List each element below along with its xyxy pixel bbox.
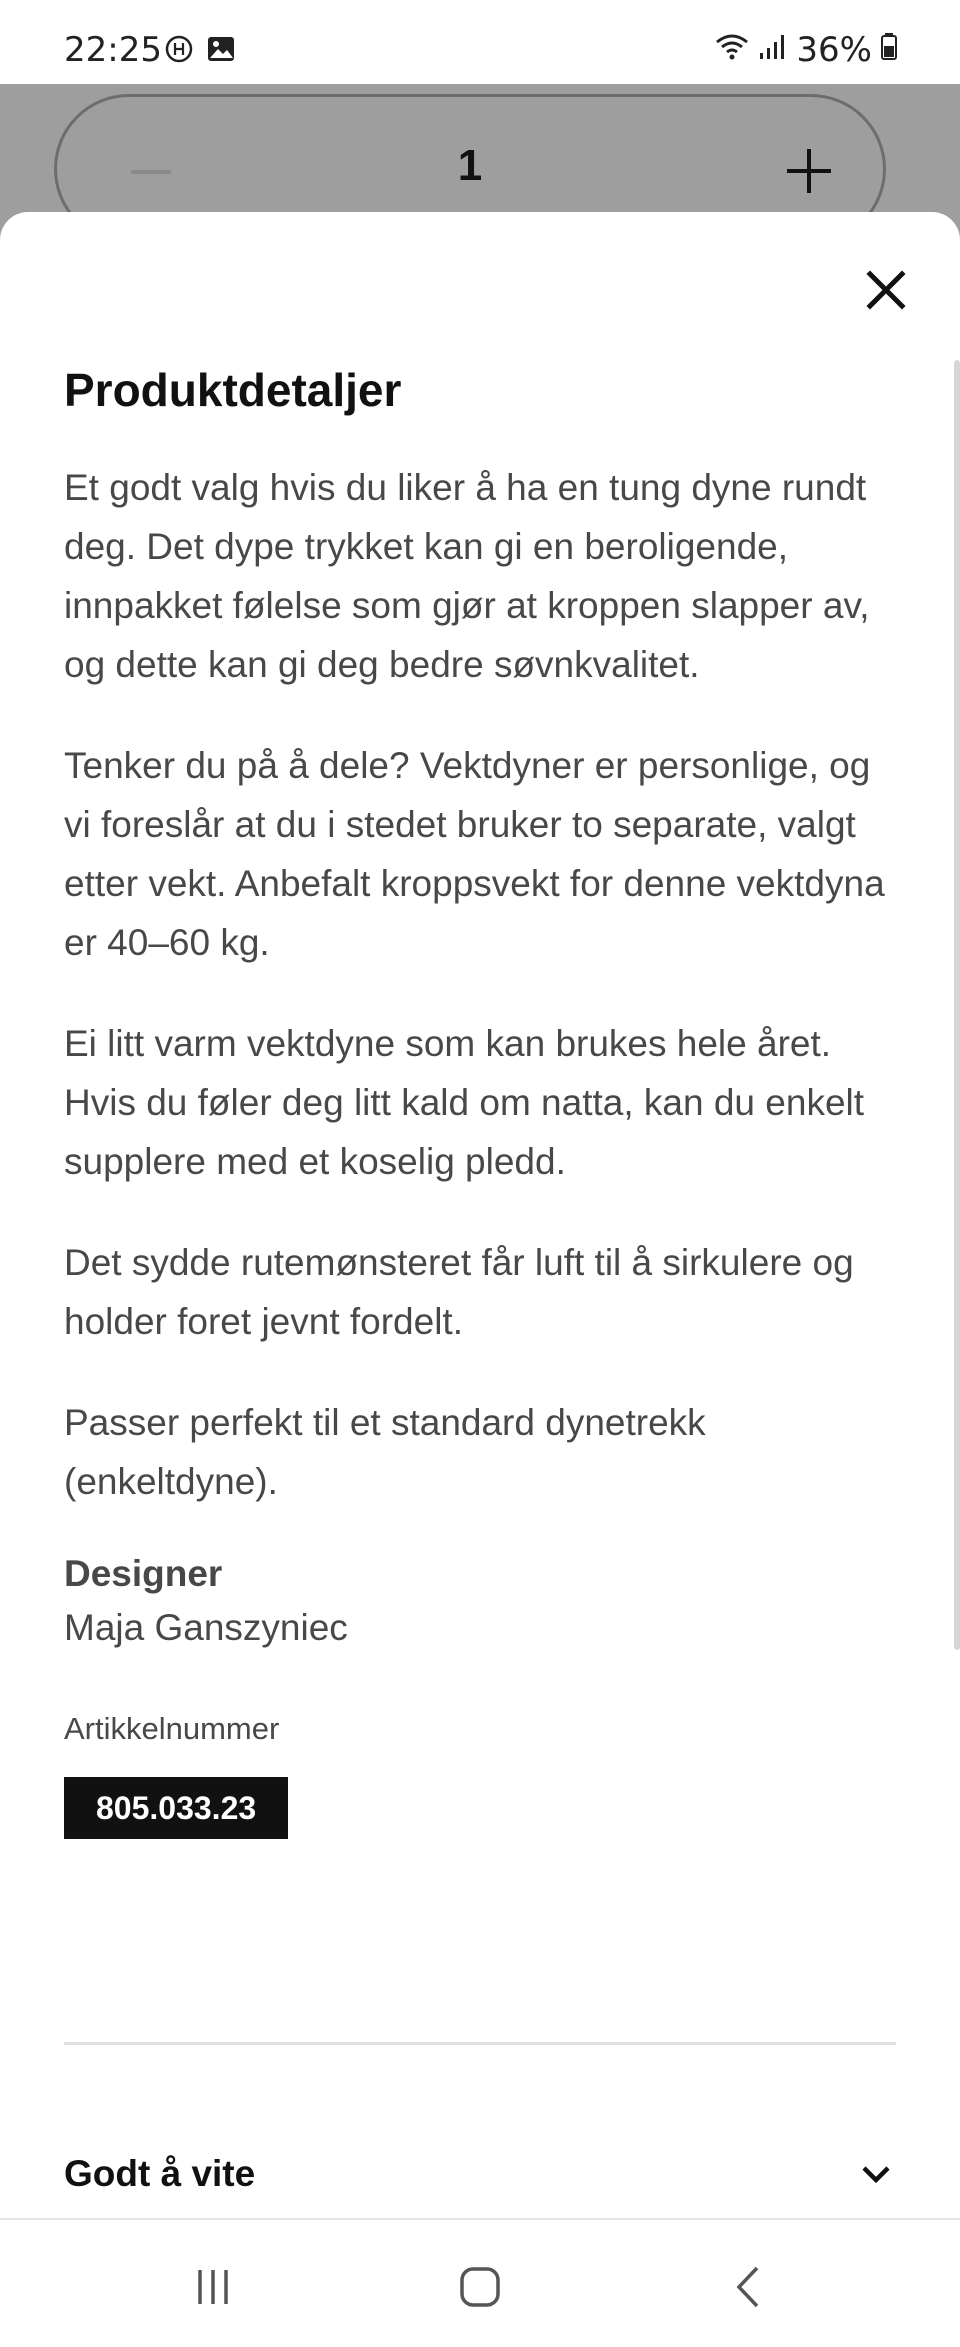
app-notification-icon [164, 34, 194, 64]
divider [0, 2218, 960, 2220]
description-paragraph: Ei litt varm vektdyne som kan brukes hele året. Hvis du føler deg litt kald om natta, kan du enkelt supplere med et koselig pledd. [64, 1022, 865, 1182]
description-paragraph: Tenker du på å dele? Vektdyner er personlige, og vi foreslår at du i stedet bruker to separate, valgt etter vekt. Anbefalt kroppsvekt for denne vektdyna er 40–60 kg. [64, 744, 885, 963]
battery-icon [880, 30, 898, 70]
designer-name: Maja Ganszyniec [64, 1606, 348, 1648]
details-content [64, 362, 904, 1839]
quantity-value: 1 [457, 141, 483, 190]
status-time: 22:25 [64, 30, 162, 70]
scrollbar[interactable] [954, 360, 960, 1650]
close-button[interactable] [860, 264, 912, 316]
status-bar [0, 0, 960, 84]
article-number-badge: 805.033.23 [64, 1777, 288, 1839]
recent-apps-button[interactable] [178, 2252, 248, 2322]
back-button[interactable] [715, 2252, 785, 2322]
description-paragraph: Et godt valg hvis du liker å ha en tung dyne rundt deg. Det dype trykket kan gi en beroligende, innpakket følelse som gjør at kroppen slapper av, og dette kan gi deg bedre søvnkvalitet. [64, 466, 870, 685]
sheet-title: Produktdetaljer [64, 364, 402, 416]
home-icon [455, 2262, 505, 2312]
wifi-icon [714, 30, 750, 70]
status-right [714, 30, 898, 70]
product-details-sheet [0, 212, 960, 2222]
good-to-know-accordion[interactable] [64, 2134, 896, 2214]
home-button[interactable] [445, 2252, 515, 2322]
signal-icon [758, 30, 788, 70]
system-nav-bar [0, 2222, 960, 2347]
battery-text: 36% [796, 30, 872, 70]
article-number-label: Artikkelnummer [64, 1710, 280, 1746]
close-icon [860, 264, 912, 316]
back-icon [725, 2262, 775, 2312]
chevron-down-icon [856, 2154, 896, 2194]
accordion-label: Godt å vite [64, 2153, 256, 2194]
description-paragraph: Passer perfekt til et standard dynetrekk (enkeltdyne). [64, 1401, 706, 1502]
divider [64, 2042, 896, 2045]
plus-icon[interactable] [787, 149, 831, 193]
image-icon [206, 34, 236, 64]
description-paragraph: Det sydde rutemønsteret får luft til å sirkulere og holder foret jevnt fordelt. [64, 1241, 854, 1342]
designer-label: Designer [64, 1552, 223, 1594]
recent-apps-icon [188, 2262, 238, 2312]
